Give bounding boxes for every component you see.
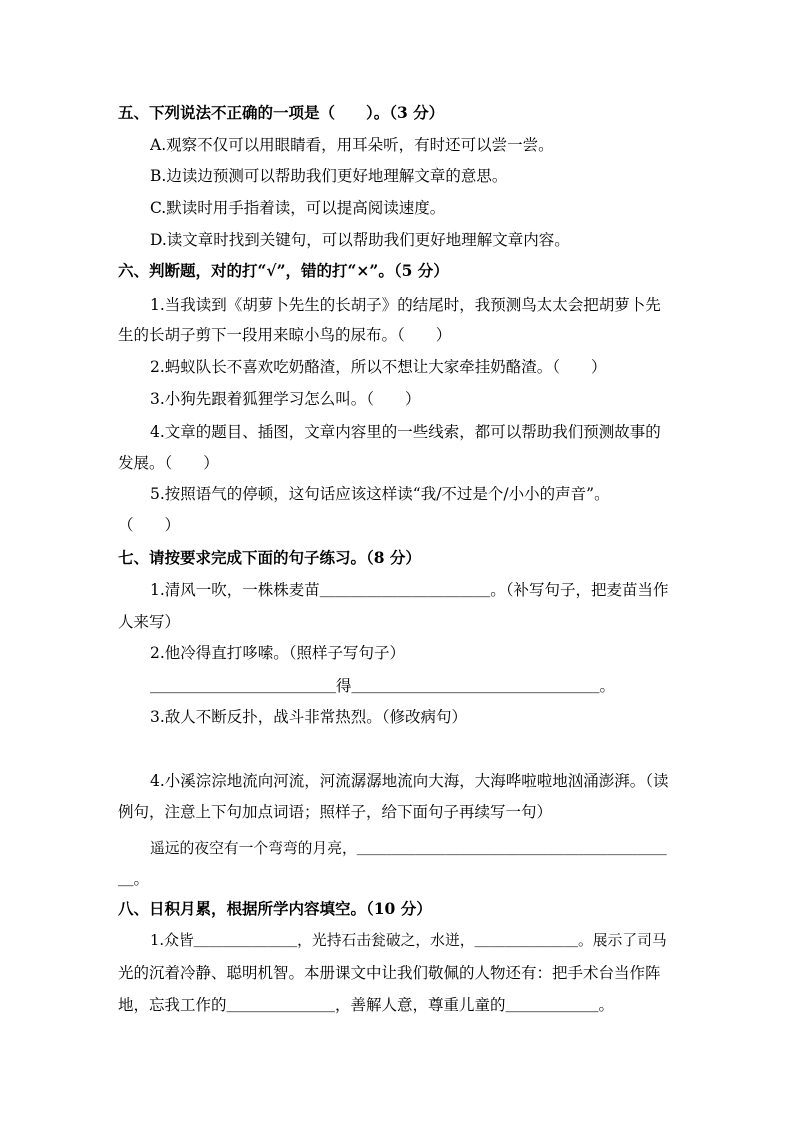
section8-q1-line3: 地，忘我工作的＿＿＿＿＿＿＿，善解人意，尊重儿童的＿＿＿＿＿＿。 — [118, 996, 615, 1014]
section7-q1-line1: 1.清风一吹，一株株麦苗＿＿＿＿＿＿＿＿＿＿＿。（补写句子，把麦苗当作 — [150, 581, 669, 599]
section5-option-b: B.边读边预测可以帮助我们更好地理解文章的意思。 — [150, 167, 508, 185]
section6-q4-line2: 发展。（ ） — [118, 454, 219, 472]
section5-heading: 五、下列说法不正确的一项是（ ）。（3 分） — [118, 103, 445, 122]
section6-heading: 六、判断题，对的打“√”，错的打“×”。（5 分） — [118, 261, 449, 280]
section7-q2-answer-line: ＿＿＿＿＿＿＿＿＿＿＿＿得＿＿＿＿＿＿＿＿＿＿＿＿＿＿＿＿。 — [150, 677, 616, 695]
section5-option-a: A.观察不仅可以用眼睛看，用耳朵听，有时还可以尝一尝。 — [150, 136, 554, 154]
section6-q1-line2: 生的长胡子剪下一段用来晾小鸟的尿布。（ ） — [118, 326, 452, 344]
section7-q4-line3: 遥远的夜空有一个弯弯的月亮，＿＿＿＿＿＿＿＿＿＿＿＿＿＿＿＿＿＿＿＿＿ — [150, 840, 667, 857]
section8-q1-line2: 光的沉着冷静、聪明机智。本册课文中让我们敬佩的人物还有：把手术台当作阵 — [118, 964, 661, 982]
section5-option-c: C.默读时用手指着读，可以提高阅读速度。 — [150, 199, 446, 217]
section8-q1-line1: 1.众皆＿＿＿＿＿＿＿，光持石击瓮破之，水迸，＿＿＿＿＿＿＿。展示了司马 — [150, 932, 667, 949]
section5-option-d: D.读文章时找到关键句，可以帮助我们更好地理解文章内容。 — [150, 231, 570, 249]
section8-heading: 八、日积月累，根据所学内容填空。（10 分） — [118, 899, 432, 918]
section6-q2: 2.蚂蚁队长不喜欢吃奶酪渣，所以不想让大家牵挂奶酪渣。（ ） — [150, 358, 607, 376]
section6-q5-line2: （ ） — [118, 516, 181, 534]
section6-q3: 3.小狗先跟着狐狸学习怎么叫。（ ） — [150, 390, 421, 408]
section7-q3: 3.敌人不断反扑，战斗非常热烈。（修改病句） — [150, 708, 468, 726]
section6-q1-line1: 1.当我读到《胡萝卜先生的长胡子》的结尾时，我预测鸟太太会把胡萝卜先 — [150, 296, 661, 314]
section7-q4-line1: 4.小溪淙淙地流向河流，河流潺潺地流向大海，大海哗啦啦地汹涌澎湃。（读 — [150, 772, 669, 790]
section7-q4-line4: ＿。 — [118, 870, 150, 888]
section6-q4-line1: 4.文章的题目、插图，文章内容里的一些线索，都可以帮助我们预测故事的 — [150, 423, 661, 441]
section7-q1-line2: 人来写） — [118, 613, 181, 631]
section6-q5-line1: 5.按照语气的停顿，这句话应该这样读“我/不过是个/小小的声音”。 — [150, 485, 610, 503]
section7-q4-line2: 例句，注意上下句加点词语；照样子，给下面句子再续写一句） — [118, 803, 553, 821]
section7-heading: 七、请按要求完成下面的句子练习。（8 分） — [118, 548, 421, 567]
section7-q2-line1: 2.他冷得直打哆嗦。（照样子写句子） — [150, 644, 406, 662]
